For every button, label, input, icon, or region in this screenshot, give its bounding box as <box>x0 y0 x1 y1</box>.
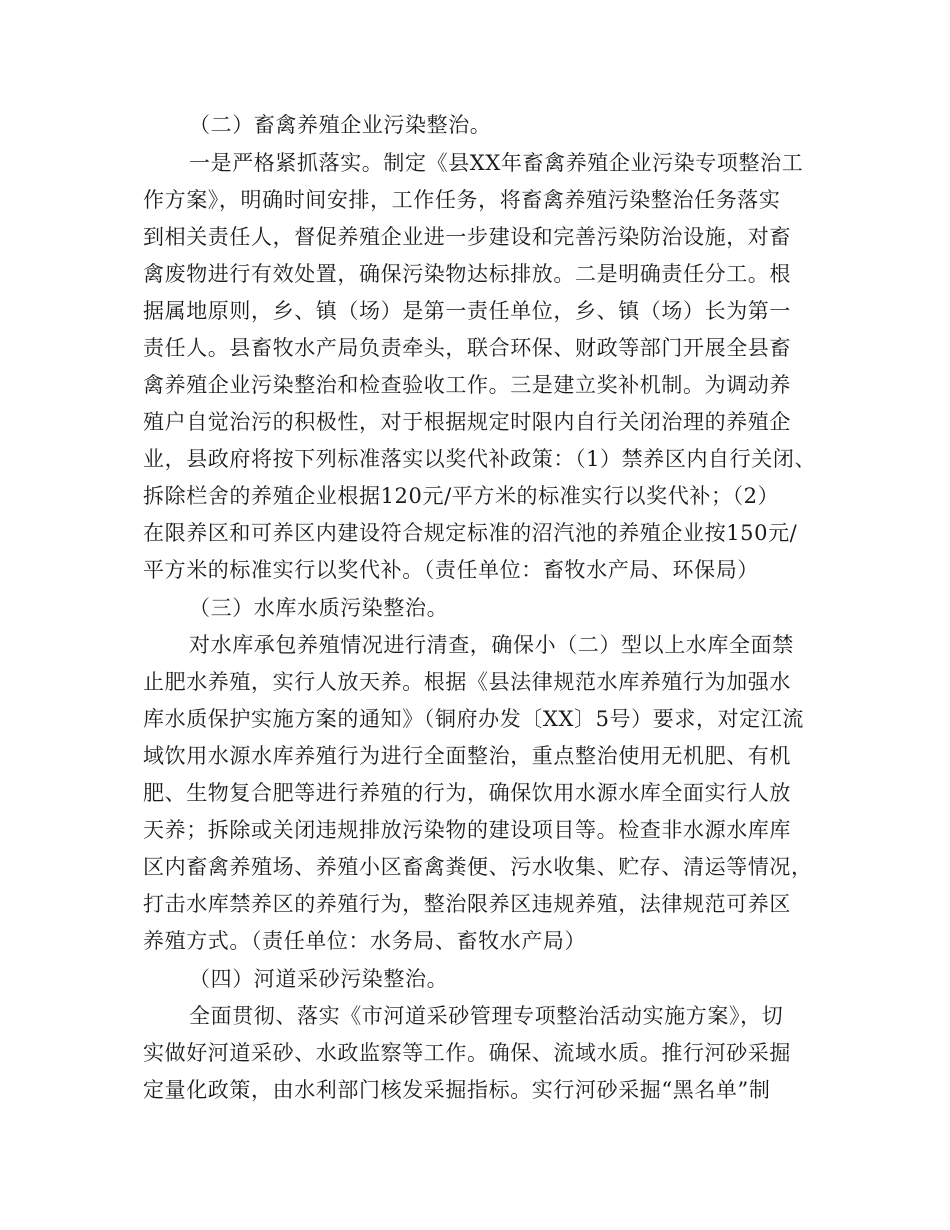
paragraph-line: 库水质保护实施方案的通知》（铜府办发〔XX〕5号）要求，对定江流 <box>143 707 804 731</box>
paragraph-line: 责任人。县畜牧水产局负责牵头，联合环保、财政等部门开展全县畜 <box>143 336 791 360</box>
paragraph-line: 禽废物进行有效处置，确保污染物达标排放。二是明确责任分工。根 <box>143 262 791 286</box>
paragraph-line: 一是严格紧抓落实。制定《县XX年畜禽养殖企业污染专项整治工 <box>189 151 804 175</box>
paragraph-line: 止肥水养殖，实行人放天养。根据《县法律规范水库养殖行为加强水 <box>143 670 791 694</box>
paragraph-line: 肥、生物复合肥等进行养殖的行为，确保饮用水源水库全面实行人放 <box>143 781 791 805</box>
heading-livestock-pollution: （二）畜禽养殖企业污染整治。 <box>189 113 492 137</box>
paragraph-line: 作方案》，明确时间安排，工作任务，将畜禽养殖污染整治任务落实 <box>143 188 781 212</box>
paragraph-line: 在限养区和可养区内建设符合规定标准的沼汽池的养殖企业按150元/ <box>143 521 798 545</box>
paragraph-line: 实做好河道采砂、水政监察等工作。确保、流域水质。推行河砂采掘 <box>143 1041 791 1065</box>
paragraph-line: 打击水库禁养区的养殖行为，整治限养区违规养殖，法律规范可养区 <box>143 892 791 916</box>
paragraph-line: 养殖方式。（责任单位：水务局、畜牧水产局） <box>143 929 587 953</box>
paragraph-line: 天养；拆除或关闭违规排放污染物的建设项目等。检查非水源水库库 <box>143 818 791 842</box>
paragraph-line: 对水库承包养殖情况进行清查，确保小（二）型以上水库全面禁 <box>189 633 794 657</box>
heading-river-sand-pollution: （四）河道采砂污染整治。 <box>189 967 449 991</box>
paragraph-line: 区内畜禽养殖场、养殖小区畜禽粪便、污水收集、贮存、清运等情况， <box>143 855 813 879</box>
paragraph-line: 全面贯彻、落实《市河道采砂管理专项整治活动实施方案》，切 <box>189 1004 784 1028</box>
paragraph-line: 殖户自觉治污的积极性，对于根据规定时限内自行关闭治理的养殖企 <box>143 410 791 434</box>
paragraph-line: 业，县政府将按下列标准落实以奖代补政策：（1）禁养区内自行关闭、 <box>143 447 817 471</box>
heading-reservoir-pollution: （三）水库水质污染整治。 <box>189 596 449 620</box>
paragraph-line: 域饮用水源水库养殖行为进行全面整治，重点整治使用无机肥、有机 <box>143 744 791 768</box>
paragraph-line: 到相关责任人，督促养殖企业进一步建设和完善污染防治设施，对畜 <box>143 225 791 249</box>
paragraph-line: 禽养殖企业污染整治和检查验收工作。三是建立奖补机制。为调动养 <box>143 373 791 397</box>
paragraph-line: 据属地原则，乡、镇（场）是第一责任单位，乡、镇（场）长为第一 <box>143 299 791 323</box>
paragraph-line: 平方米的标准实行以奖代补。（责任单位：畜牧水产局、环保局） <box>143 558 759 582</box>
paragraph-line: 定量化政策，由水利部门核发采掘指标。实行河砂采掘“黑名单”制 <box>143 1078 771 1102</box>
paragraph-line: 拆除栏舍的养殖企业根据120元/平方米的标准实行以奖代补；（2） <box>143 484 780 508</box>
